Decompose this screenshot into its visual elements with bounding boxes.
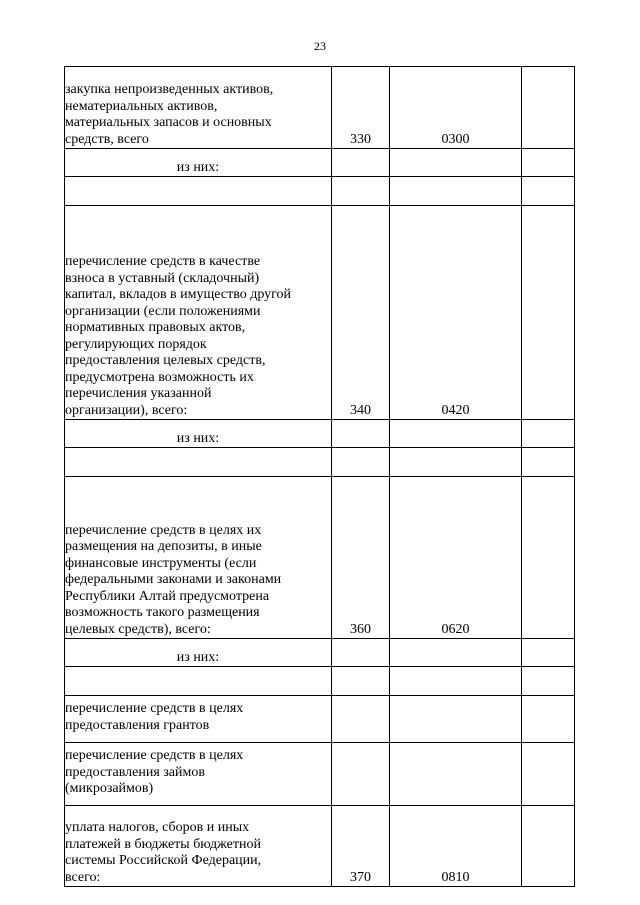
- row-label-cell: [65, 477, 332, 639]
- row-label-line: предоставления целевых средств,: [65, 353, 266, 368]
- value-cell: [522, 67, 575, 149]
- kbk-code-cell: [390, 177, 522, 206]
- row-label-line: предоставления займов: [65, 764, 205, 780]
- table-row: [65, 806, 575, 887]
- row-code-cell: [332, 696, 390, 743]
- table-row: [65, 448, 575, 477]
- row-label-line: материальных запасов и основных: [65, 115, 272, 130]
- value-cell: [522, 696, 575, 743]
- row-label-line: Республики Алтай предусмотрена: [65, 588, 270, 604]
- value-cell: [522, 448, 575, 477]
- row-label-line: федеральными законами и законами: [65, 572, 282, 587]
- table-row: [65, 477, 575, 639]
- row-label-line: предусмотрена возможность их: [65, 369, 254, 385]
- table-row: [65, 206, 575, 420]
- row-label-line: перечисление средств в целях: [65, 748, 244, 763]
- row-label-line: возможность такого размещения: [65, 605, 260, 620]
- value-cell: [522, 149, 575, 177]
- row-label-cell: [65, 743, 332, 806]
- row-label-line: предоставления грантов: [65, 717, 210, 733]
- value-cell: [522, 743, 575, 806]
- kbk-code-cell: [390, 639, 522, 667]
- row-code-cell: 370: [332, 806, 390, 887]
- kbk-code-cell: [390, 743, 522, 806]
- row-label-cell: [65, 149, 332, 177]
- row-label-cell: [65, 67, 332, 149]
- table-row: [65, 743, 575, 806]
- table-row: [65, 67, 575, 149]
- value-cell: [522, 177, 575, 206]
- row-label-line: (микрозаймов): [65, 781, 154, 796]
- row-label-line: всего:: [65, 869, 101, 885]
- row-code-cell: [332, 149, 390, 177]
- row-label-line: платежей в бюджеты бюджетной: [65, 836, 261, 852]
- value-cell: [522, 420, 575, 448]
- kbk-code-cell: 0810: [390, 806, 522, 887]
- value-cell: [522, 806, 575, 887]
- table-row: [65, 667, 575, 696]
- row-label-line: организации (если положениями: [65, 303, 261, 319]
- row-label-cell: [65, 806, 332, 887]
- kbk-code-cell: [390, 149, 522, 177]
- table-row: [65, 177, 575, 206]
- row-label-line: финансовые инструменты (если: [65, 555, 257, 571]
- kbk-code-cell: 0420: [390, 206, 522, 420]
- row-code-cell: [332, 448, 390, 477]
- row-code-cell: [332, 639, 390, 667]
- row-label-cell: [65, 696, 332, 743]
- page-number: 23: [314, 39, 326, 53]
- table-row: [65, 420, 575, 448]
- kbk-code-cell: [390, 448, 522, 477]
- row-label-cell: [65, 667, 332, 696]
- row-code-cell: 360: [332, 477, 390, 639]
- row-label-line: нормативных правовых актов,: [65, 320, 246, 335]
- row-code-cell: [332, 420, 390, 448]
- row-code-cell: 340: [332, 206, 390, 420]
- table-row: [65, 149, 575, 177]
- row-code-cell: 330: [332, 67, 390, 149]
- row-label-cell: [65, 420, 332, 448]
- kbk-code-cell: [390, 420, 522, 448]
- row-label-line: нематериальных активов,: [65, 98, 218, 114]
- row-label-line: перечисление средств в целях: [65, 701, 244, 716]
- row-label-line: организации), всего:: [65, 402, 188, 418]
- row-label-line: системы Российской Федерации,: [65, 853, 262, 868]
- row-label-cell: [65, 177, 332, 206]
- value-cell: [522, 206, 575, 420]
- table-row: [65, 639, 575, 667]
- row-code-cell: [332, 667, 390, 696]
- kbk-code-cell: 0620: [390, 477, 522, 639]
- row-label-line: размещения на депозиты, в иные: [65, 539, 262, 554]
- row-label-line: взноса в уставный (складочный): [65, 270, 260, 286]
- kbk-code-cell: [390, 667, 522, 696]
- row-label-line: закупка непроизведенных активов,: [65, 82, 274, 97]
- value-cell: [522, 667, 575, 696]
- row-label-line: перечисление средств в целях их: [65, 522, 262, 538]
- row-label-cell: [65, 206, 332, 420]
- row-label-cell: [65, 639, 332, 667]
- row-code-cell: [332, 177, 390, 206]
- kbk-code-cell: 0300: [390, 67, 522, 149]
- subitem-label: из них:: [176, 430, 220, 446]
- row-label-cell: [65, 448, 332, 477]
- table-row: [65, 696, 575, 743]
- row-label-line: уплата налогов, сборов и иных: [65, 820, 250, 835]
- row-label-line: перечисления указанной: [65, 386, 212, 401]
- row-label-line: перечисление средств в качестве: [65, 254, 261, 269]
- value-cell: [522, 477, 575, 639]
- row-label-line: целевых средств), всего:: [65, 621, 211, 637]
- row-label-line: регулирующих порядок: [65, 336, 207, 352]
- row-code-cell: [332, 743, 390, 806]
- value-cell: [522, 639, 575, 667]
- subitem-label: из них:: [176, 649, 220, 665]
- row-label-line: средств, всего: [65, 131, 149, 147]
- subitem-label: из них:: [176, 159, 220, 175]
- row-label-line: капитал, вкладов в имущество другой: [65, 287, 292, 302]
- report-table: [64, 66, 575, 887]
- kbk-code-cell: [390, 696, 522, 743]
